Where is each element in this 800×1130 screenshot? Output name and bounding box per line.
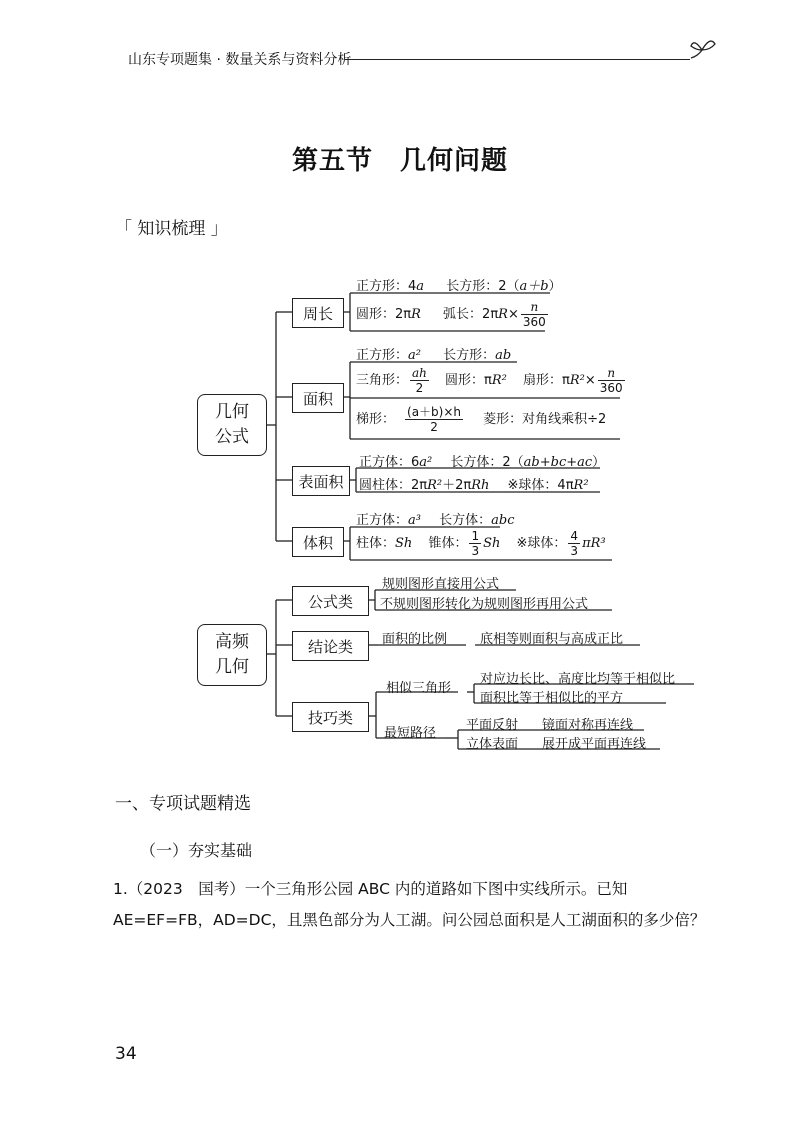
root-line-2: 公式 (215, 427, 249, 447)
question-1-line-2: AE=EF=FB，AD=DC，且黑色部分为人工湖。问公园总面积是人工湖面积的多少倍？ (113, 911, 706, 929)
shortest-path-label: 最短路径 (384, 726, 437, 741)
surface-formulas-2: 圆柱体：2πR²＋2πRh ※球体：4πR² (359, 478, 589, 493)
surface-box (292, 466, 350, 496)
technique-type-box (292, 702, 369, 732)
running-header: 山东专项题集 · 数量关系与资料分析 (128, 52, 352, 68)
volume-formulas-1: 正方体：a³ 长方体：abc (356, 513, 515, 528)
shortest-row-2b: 展开成平面再连线 (542, 737, 647, 752)
section-heading: 一、专项试题精选 (115, 794, 251, 814)
formula-row-2: 不规则图形转化为规则图形再用公式 (380, 597, 589, 612)
similar-row-2: 面积比等于相似比的平方 (480, 691, 624, 706)
conclusion-type-box (292, 631, 369, 661)
formula-type-box (292, 586, 369, 616)
conclusion-type-label: 结论类 (307, 637, 353, 656)
high-freq-geometry-root (197, 624, 267, 686)
question-1-line-1: 1.（2023 国考）一个三角形公园 ABC 内的道路如下图中实线所示。已知 (113, 880, 628, 898)
shortest-row-1a: 平面反射 (466, 718, 519, 733)
root2-line-1: 高频 (215, 632, 249, 652)
similar-row-1: 对应边长比、高度比均等于相似比 (480, 672, 676, 687)
page-title: 第五节 几何问题 (291, 146, 508, 176)
area-formulas-1: 正方形：a² 长方形：ab (356, 348, 512, 363)
technique-type-label: 技巧类 (307, 708, 353, 727)
surface-formulas-1: 正方体：6a² 长方体：2（ab+bc+ac） (359, 455, 606, 470)
perimeter-formulas-2: 圆形：2πR 弧长：2πR× $\frac{n}{360}$ (356, 300, 546, 329)
volume-label: 体积 (302, 533, 333, 552)
similar-triangle-label: 相似三角形 (386, 681, 452, 696)
root-line-1: 几何 (215, 402, 249, 422)
conclusion-right: 底相等则面积与高成正比 (480, 632, 624, 647)
area-formulas-3: 梯形： $\frac{(a+b)\times h}{2}$ 菱形：对角线乘积÷2 (356, 405, 607, 434)
subsection-heading: （一）夯实基础 (140, 841, 253, 860)
perimeter-box (292, 298, 344, 328)
volume-box (292, 527, 344, 557)
shortest-row-1b: 镜面对称再连线 (542, 718, 634, 733)
geometry-formula-root (197, 394, 267, 456)
area-box (292, 383, 344, 413)
shortest-row-2a: 立体表面 (466, 737, 519, 752)
volume-formulas-2: 柱体：Sh 锥体： $\frac{1}{3}$ Sh ※球体： $\frac{4}{3}$ πR³ (356, 529, 606, 558)
surface-label: 表面积 (298, 472, 344, 491)
perimeter-formulas-1: 正方形：4a 长方形：2（a＋b） (356, 279, 562, 294)
formula-row-1: 规则图形直接用公式 (382, 577, 500, 592)
page-number: 34 (115, 1044, 137, 1064)
root2-line-2: 几何 (215, 657, 249, 677)
conclusion-left: 面积的比例 (382, 632, 448, 647)
perimeter-label: 周长 (302, 304, 333, 323)
area-label: 面积 (302, 389, 333, 408)
section-tag: 「 知识梳理 」 (115, 219, 228, 239)
formula-type-label: 公式类 (307, 592, 353, 611)
area-formulas-2: 三角形： $\frac{ah}{2}$ 圆形：πR² 扇形：πR²× $\frac{n}{360}$ (356, 366, 623, 395)
